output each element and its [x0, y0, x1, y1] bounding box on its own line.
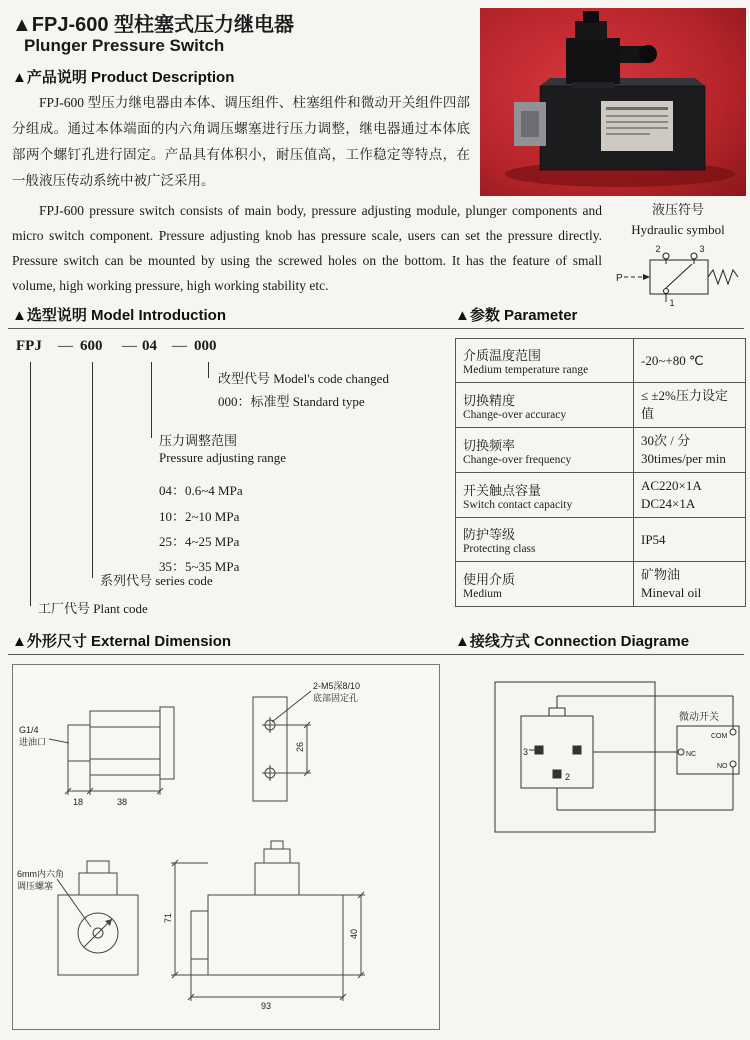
connector-pin-3-label: 3 — [523, 747, 529, 757]
external-dimension-box — [12, 664, 440, 1030]
param-label-en: Switch contact capacity — [463, 498, 573, 511]
param-value-1: IP54 — [641, 531, 666, 547]
model-code-600: 600 — [80, 338, 103, 354]
table-row — [456, 518, 745, 562]
param-value-1: -20~+80 ℃ — [641, 352, 704, 368]
param-label-en: Medium temperature range — [463, 364, 589, 376]
param-label-cn: 介质温度范围 — [463, 348, 542, 363]
hydraulic-symbol-drawing — [608, 244, 748, 312]
dim-note-port-1: G1/4 — [19, 725, 39, 735]
param-label-cn: 切换精度 — [463, 392, 516, 408]
model-code-dash-3: — — [172, 338, 187, 354]
model-code-000: 000 — [194, 338, 217, 354]
section-heading-parameter: ▲参数 Parameter — [455, 307, 578, 324]
branch-label-pressure-range-cn: 压力调整范围 — [159, 433, 238, 448]
dim-40: 40 — [349, 928, 359, 939]
param-label-en: Change-over accuracy — [463, 408, 567, 421]
connection-diagram — [455, 668, 748, 868]
page-title-en: Plunger Pressure Switch — [24, 36, 225, 55]
pressure-range-option-10: 10：2~10 MPa — [159, 509, 240, 524]
param-label-cn: 使用介质 — [463, 571, 516, 587]
section-heading-model-introduction: ▲选型说明 Model Introduction — [12, 307, 226, 324]
param-label-en: Medium — [463, 587, 502, 600]
param-value-1: AC220×1A — [641, 478, 702, 493]
branch-label-model-change-2: 000：标准型 Standard type — [218, 394, 365, 409]
hydraulic-pin-1: 1 — [669, 298, 675, 308]
table-row — [456, 383, 745, 428]
pressure-range-option-25: 25：4~25 MPa — [159, 534, 240, 549]
hydraulic-port-p: P — [616, 273, 623, 284]
param-label-cn: 开关触点容量 — [463, 482, 542, 498]
param-label-cn: 切换频率 — [463, 437, 516, 453]
section-heading-description: ▲产品说明 Product Description — [12, 69, 235, 86]
hydraulic-symbol-label-cn: 液压符号 — [651, 202, 704, 217]
connector-pin-2-label: 2 — [565, 772, 571, 782]
param-value-1: 矿物油 — [641, 567, 681, 582]
description-paragraph-en: FPJ-600 pressure switch consists of main body, pressure adjusting module, plunger components and micro switch component. Pressure adjusting knob has pressure scale, users can set the pressure directly. Pressure switch can be mounted by using the screwed holes on the bottom. It has the feature of small volume, high working pressure, high working stability etc. — [12, 203, 602, 293]
external-dimension-drawing — [13, 665, 439, 1029]
page-title-cn: ▲FPJ-600 型柱塞式压力继电器 — [12, 14, 295, 36]
divider-rule-2 — [8, 654, 744, 655]
table-row — [456, 339, 745, 383]
hydraulic-symbol-block — [608, 200, 748, 318]
model-code-fpj: FPJ — [16, 338, 42, 354]
branch-line-pressure-range — [151, 362, 152, 438]
dim-note-hex-1: 6mm内六角 — [17, 869, 64, 879]
connection-diagram-drawing — [455, 668, 748, 868]
branch-line-series-code — [92, 362, 93, 578]
terminal-no-label: NO — [717, 763, 728, 770]
parameter-table — [455, 338, 746, 607]
dim-note-hex-2: 调压螺塞 — [17, 881, 54, 891]
param-label-en: Protecting class — [463, 543, 536, 555]
model-code-04: 04 — [142, 338, 157, 354]
branch-label-plant-code: 工厂代号 Plant code — [38, 601, 148, 616]
branch-label-series-code: 系列代号 series code — [100, 573, 213, 588]
param-value-2: Mineval oil — [641, 585, 702, 600]
dim-note-port-2: 进油口 — [19, 737, 47, 747]
micro-switch-label: 微动开关 — [679, 712, 719, 723]
param-value-1: ≤ ±2%压力设定值 — [641, 388, 728, 421]
product-photo-image — [480, 8, 746, 196]
hydraulic-pin-2: 2 — [655, 244, 661, 254]
section-heading-connection: ▲接线方式 Connection Diagrame — [455, 633, 690, 650]
terminal-com-label: COM — [711, 733, 728, 740]
branch-line-plant-code — [30, 362, 31, 606]
param-label-en: Change-over frequency — [463, 453, 572, 466]
hydraulic-symbol-label-en: Hydraulic symbol — [631, 222, 725, 237]
dim-note-holes-1: 2-M5深8/10 — [313, 681, 361, 691]
pressure-range-option-35: 35：5~35 MPa — [159, 559, 240, 574]
model-code-dash-1: — — [58, 338, 73, 354]
terminal-nc-label: NC — [686, 751, 697, 758]
pressure-range-option-04: 04：0.6~4 MPa — [159, 483, 243, 498]
table-row — [456, 428, 745, 473]
branch-line-model-change — [208, 362, 209, 378]
model-code-dash-2: — — [122, 338, 137, 354]
dim-93: 93 — [261, 1001, 272, 1011]
dim-18: 18 — [73, 797, 84, 807]
model-introduction-diagram — [12, 338, 444, 624]
hydraulic-pin-3: 3 — [699, 244, 705, 254]
dim-38: 38 — [117, 797, 128, 807]
section-heading-external-dimension: ▲外形尺寸 External Dimension — [12, 633, 232, 650]
table-row — [456, 473, 745, 518]
param-label-cn: 防护等级 — [463, 527, 516, 542]
product-photo — [480, 8, 746, 196]
branch-label-model-change-1: 改型代号 Model's code changed — [218, 371, 389, 386]
table-row — [456, 562, 745, 606]
param-value-2: 30times/per min — [641, 451, 726, 466]
branch-label-pressure-range-en: Pressure adjusting range — [159, 450, 287, 465]
dim-note-holes-2: 底部固定孔 — [313, 693, 359, 703]
divider-rule-1 — [8, 328, 744, 329]
dim-26: 26 — [295, 741, 305, 752]
param-value-1: 30次 / 分 — [641, 433, 691, 448]
param-value-2: DC24×1A — [641, 496, 696, 511]
description-paragraph-cn: FPJ-600 型压力继电器由本体、调压组件、柱塞组件和微动开关组件四部分组成。通过本体端面的内六角调压螺塞进行压力调整，继电器通过本体底部两个螺钉孔进行固定。产品具有体积小，耐压值高，工作稳定等特点，在一般液压传动系统中被广泛采用。 — [12, 95, 470, 188]
dim-71: 71 — [163, 912, 173, 923]
